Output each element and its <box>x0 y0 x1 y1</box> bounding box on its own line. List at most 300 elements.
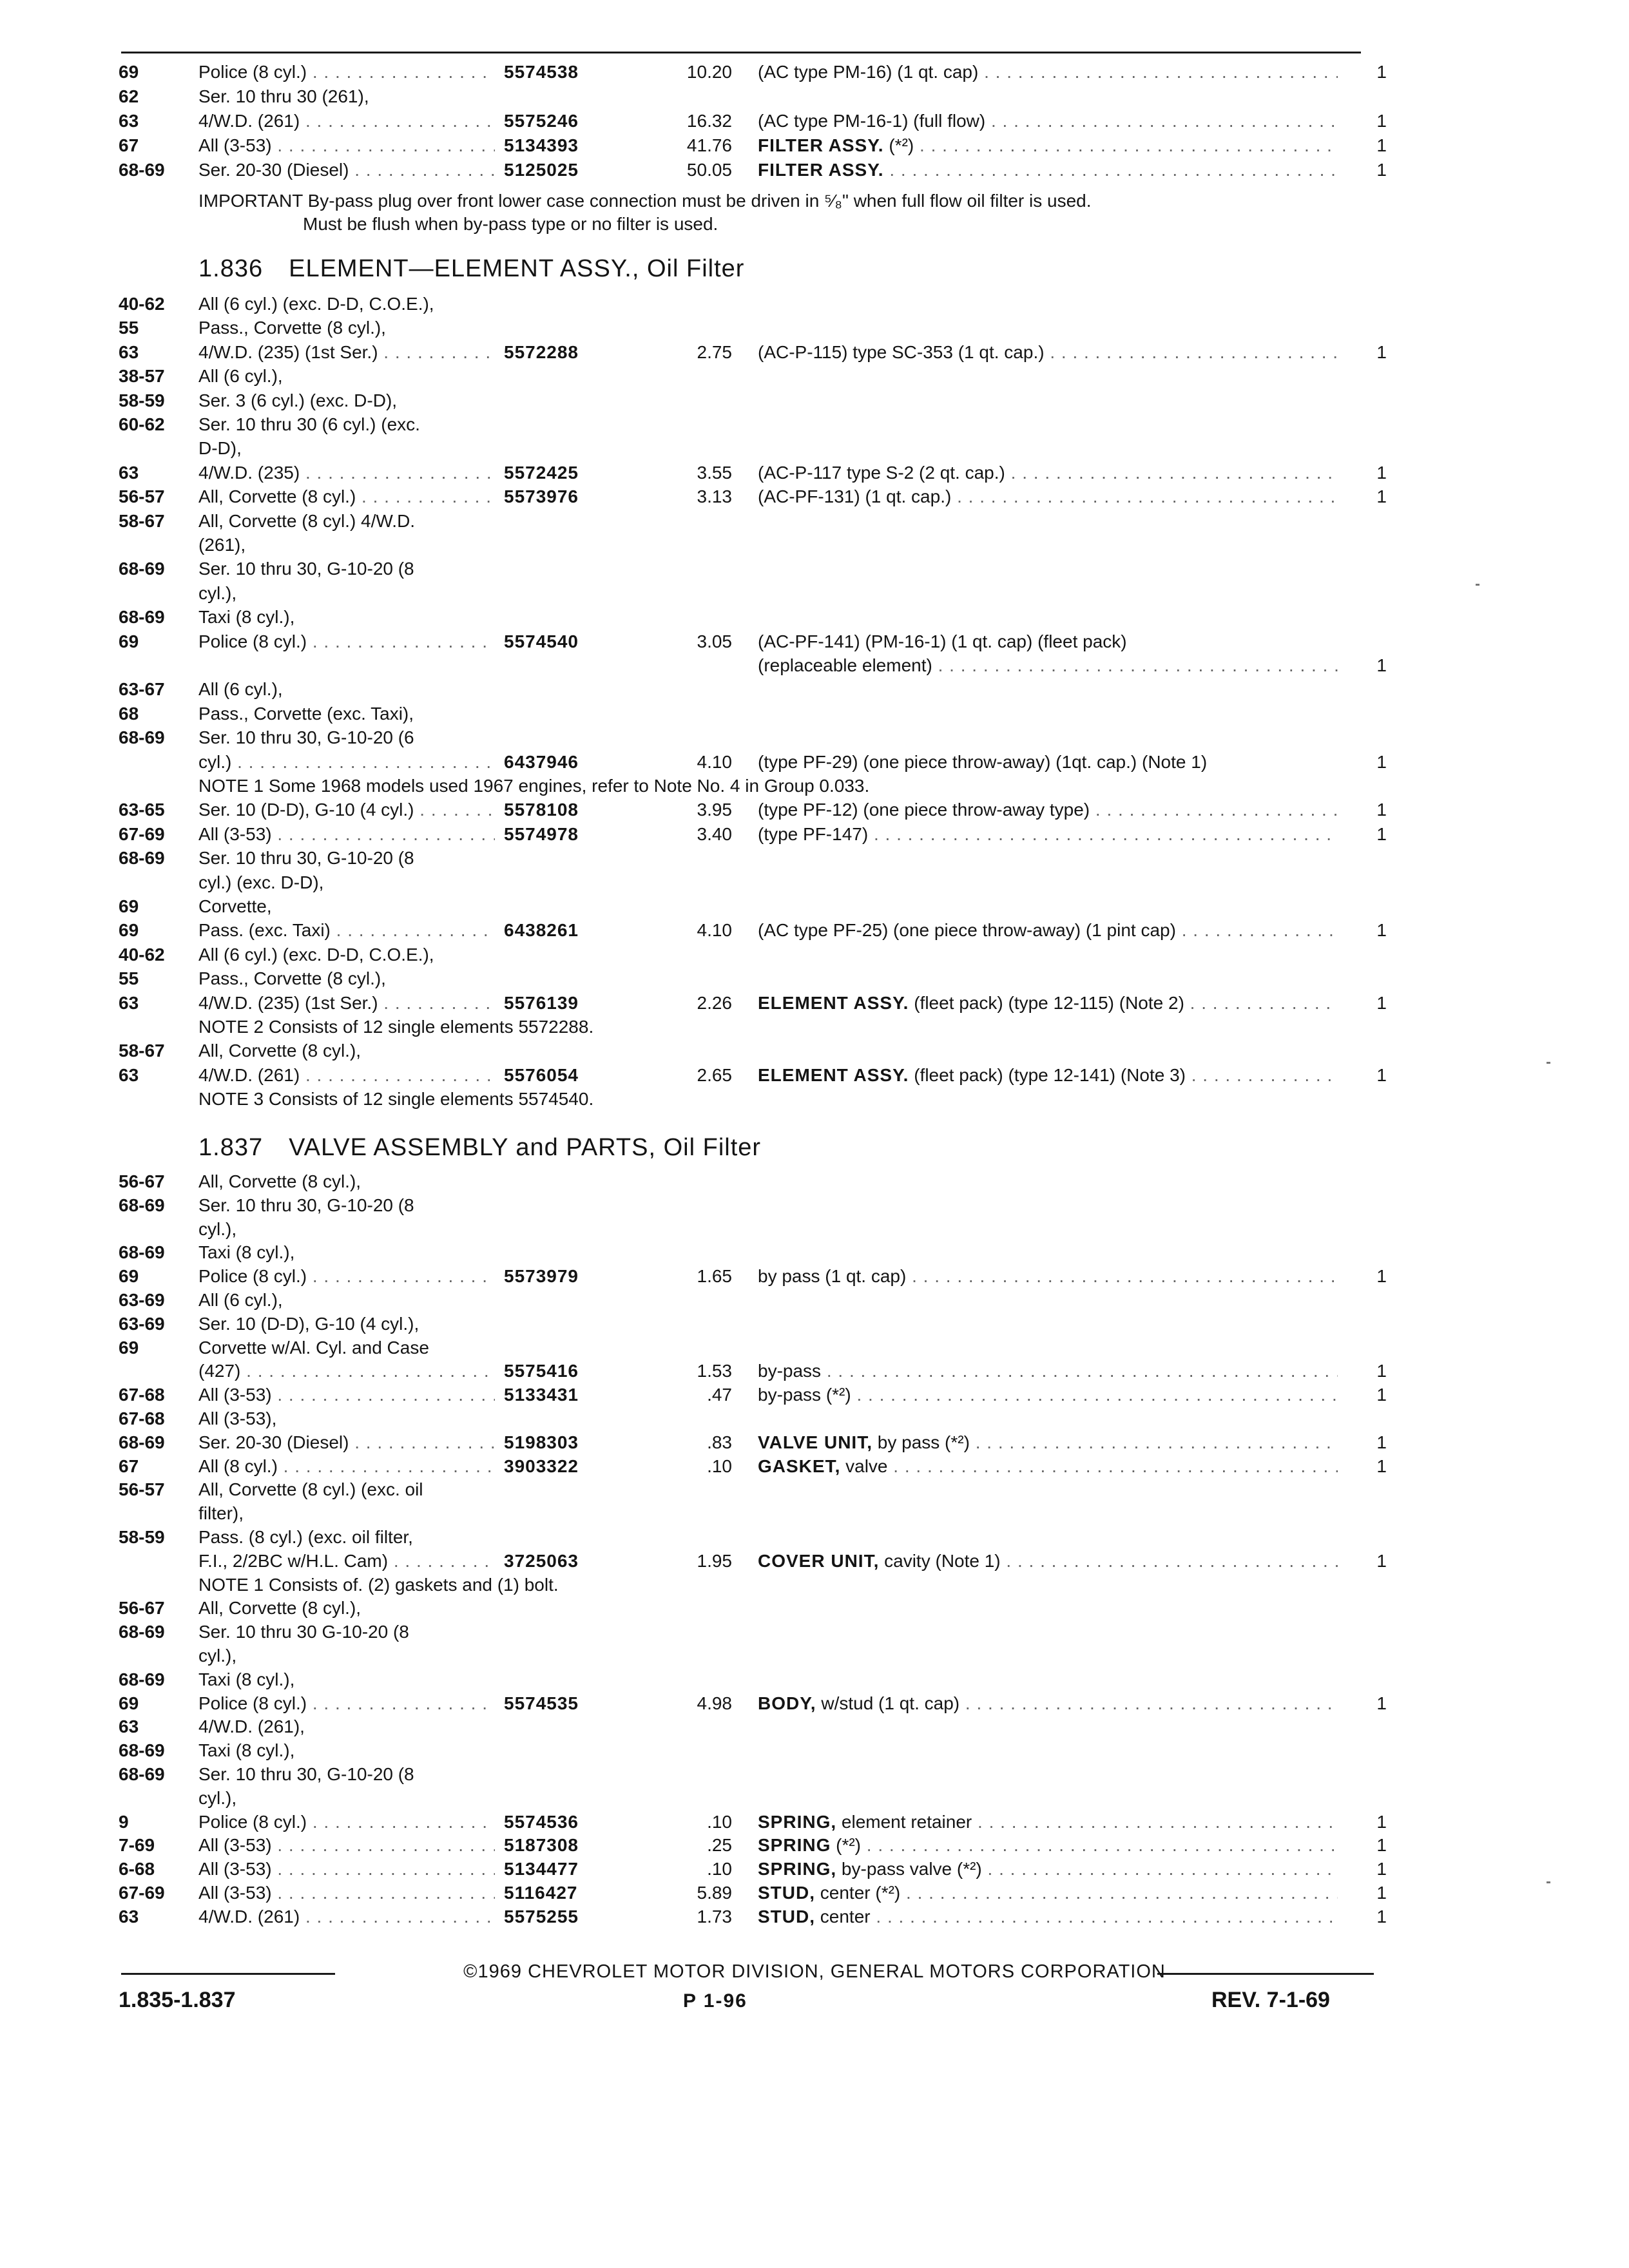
part-name: ELEMENT ASSY. <box>758 1064 909 1085</box>
section-title: ELEMENT—ELEMENT ASSY., Oil Filter <box>289 255 745 282</box>
application: Ser. 3 (6 cyl.) (exc. D-D), <box>198 390 398 410</box>
revision-date: REV. 7-1-69 <box>1211 1988 1330 2012</box>
application: 4/W.D. (235) (1st Ser.) . . . <box>198 340 495 365</box>
quantity: 1 <box>1376 1385 1387 1405</box>
description: (AC-P-117 type S-2 (2 qt. cap.) . . . <box>758 460 1338 486</box>
application: Pass. (8 cyl.) (exc. oil filter, <box>198 1527 413 1547</box>
list-price: 1.73 <box>697 1906 732 1927</box>
model-years: 68-69 <box>119 1432 165 1452</box>
parts-row <box>0 1264 1418 1289</box>
list-price: 10.20 <box>686 62 732 82</box>
parts-row <box>0 797 1418 823</box>
parts-row <box>0 1287 1418 1313</box>
note-text: NOTE 1 Consists of. (2) gaskets and (1) bolt. <box>198 1574 559 1595</box>
application: 4/W.D. (261) . . . <box>198 1904 495 1930</box>
application: Ser. 10 thru 30, G-10-20 (8 <box>198 848 414 869</box>
model-years: 38-57 <box>119 366 165 387</box>
part-name: SPRING, <box>758 1811 837 1832</box>
description: SPRING, by-pass valve (*²) . . . <box>758 1856 1338 1882</box>
model-years: 68-69 <box>119 1622 165 1642</box>
application: Police (8 cyl.) . . . <box>198 1809 495 1835</box>
part-number: 5574540 <box>504 631 579 651</box>
quantity: 1 <box>1376 1432 1387 1452</box>
section-range: 1.835-1.837 <box>119 1988 236 2012</box>
description: ELEMENT ASSY. (fleet pack) (type 12-141) (Note 3) . . . <box>758 1062 1338 1088</box>
application: Police (8 cyl.) . . . <box>198 629 495 655</box>
model-years: 6-68 <box>119 1859 155 1879</box>
parts-row <box>0 1430 1418 1456</box>
parts-row <box>0 604 1418 630</box>
parts-row <box>0 653 1418 678</box>
application: cyl.), <box>198 1218 237 1239</box>
application: cyl.) . . . <box>198 749 495 775</box>
application: Police (8 cyl.) . . . <box>198 59 495 85</box>
parts-row <box>0 1062 1418 1088</box>
parts-row <box>0 1548 1418 1574</box>
parts-row <box>0 1038 1418 1064</box>
part-number: 5575416 <box>504 1361 579 1381</box>
parts-row <box>0 894 1418 919</box>
description: SPRING, element retainer . . . <box>758 1809 1338 1835</box>
parts-row <box>0 388 1418 414</box>
quantity: 1 <box>1376 920 1387 941</box>
section-number: 1.836 <box>198 255 264 282</box>
important-note-text: Must be flush when by-pass type or no filter is used. <box>303 214 718 234</box>
quantity: 1 <box>1376 462 1387 483</box>
application: Police (8 cyl.) . . . <box>198 1691 495 1716</box>
parts-row <box>0 1358 1418 1384</box>
application: All (6 cyl.), <box>198 366 283 387</box>
application: All, Corvette (8 cyl.), <box>198 1598 361 1619</box>
page-number: P 1-96 <box>683 1990 747 2012</box>
model-years: 58-67 <box>119 510 165 531</box>
list-price: 50.05 <box>686 160 732 180</box>
application: All (3-53) . . . <box>198 822 495 847</box>
parts-row <box>0 1880 1418 1906</box>
part-number: 5125025 <box>504 160 579 180</box>
quantity: 1 <box>1376 823 1387 844</box>
quantity: 1 <box>1376 486 1387 507</box>
list-price: 2.65 <box>697 1064 732 1085</box>
list-price: 3.13 <box>697 486 732 507</box>
parts-row <box>0 677 1418 702</box>
description: (AC type PM-16) (1 qt. cap) . . . <box>758 59 1338 85</box>
model-years: 9 <box>119 1811 129 1832</box>
model-years: 69 <box>119 62 139 82</box>
part-number: 5134393 <box>504 135 579 155</box>
quantity: 1 <box>1376 1906 1387 1927</box>
list-price: 1.65 <box>697 1266 732 1287</box>
parts-row <box>0 822 1418 847</box>
application: Ser. 10 thru 30 (6 cyl.) (exc. <box>198 414 420 434</box>
list-price: .25 <box>707 1835 732 1856</box>
parts-row <box>0 1477 1418 1503</box>
model-years: 63-69 <box>119 1290 165 1310</box>
parts-row <box>0 701 1418 727</box>
application: All (6 cyl.), <box>198 1290 283 1310</box>
parts-row <box>0 59 1418 85</box>
parts-row <box>0 108 1418 134</box>
parts-row <box>0 1595 1418 1621</box>
model-years: 63 <box>119 1064 139 1085</box>
model-years: 67-68 <box>119 1385 165 1405</box>
parts-row <box>0 1856 1418 1882</box>
application: All, Corvette (8 cyl.) (exc. oil <box>198 1479 423 1500</box>
description: (replaceable element) . . . <box>758 653 1338 678</box>
application: All (6 cyl.), <box>198 679 283 700</box>
part-number: 5572288 <box>504 341 579 362</box>
model-years: 40-62 <box>119 294 165 314</box>
model-years: 67 <box>119 1456 139 1476</box>
application: All, Corvette (8 cyl.) . . . <box>198 484 495 510</box>
description: GASKET, valve . . . <box>758 1454 1338 1479</box>
parts-row <box>0 749 1418 775</box>
part-name: STUD, <box>758 1883 815 1903</box>
model-years: 69 <box>119 1693 139 1713</box>
application: All (3-53) . . . <box>198 1880 495 1906</box>
note-row <box>0 1014 1418 1040</box>
description: (AC type PF-25) (one piece throw-away) (1 pint cap) . . . <box>758 918 1338 943</box>
description <box>758 157 1338 183</box>
list-price: .10 <box>707 1456 732 1476</box>
parts-row <box>0 1619 1418 1645</box>
parts-row <box>0 1832 1418 1858</box>
description: SPRING (*²) . . . <box>758 1832 1338 1858</box>
description: (type PF-12) (one piece throw-away type) . . . <box>758 797 1338 823</box>
part-number: 5116427 <box>504 1883 578 1903</box>
parts-row <box>0 1454 1418 1479</box>
model-years: 68-69 <box>119 559 165 579</box>
part-number: 5575246 <box>504 111 579 131</box>
parts-row <box>0 1667 1418 1693</box>
parts-row <box>0 966 1418 992</box>
model-years: 67-69 <box>119 823 165 844</box>
model-years: 7-69 <box>119 1835 155 1856</box>
application: (261), <box>198 535 246 555</box>
application: Taxi (8 cyl.), <box>198 1242 295 1263</box>
parts-row <box>0 291 1418 317</box>
application: Ser. 20-30 (Diesel) . . . <box>198 1430 495 1456</box>
parts-row <box>0 581 1418 606</box>
parts-row <box>0 1501 1418 1526</box>
part-name: FILTER ASSY. <box>758 135 884 155</box>
model-years: 68-69 <box>119 1669 165 1689</box>
quantity: 1 <box>1376 1550 1387 1571</box>
application: Ser. 10 thru 30, G-10-20 (8 <box>198 1195 414 1215</box>
quantity: 1 <box>1376 655 1387 675</box>
application: D-D), <box>198 438 242 459</box>
part-name: VALVE UNIT, <box>758 1432 872 1452</box>
application: All (3-53) . . . <box>198 1856 495 1882</box>
application: All (3-53) . . . <box>198 1382 495 1408</box>
part-number: 5573976 <box>504 486 579 507</box>
model-years: 69 <box>119 631 139 651</box>
application: 4/W.D. (261) . . . <box>198 108 495 134</box>
model-years: 63-67 <box>119 679 165 700</box>
application: All (6 cyl.) (exc. D-D, C.O.E.), <box>198 294 434 314</box>
parts-row <box>0 845 1418 871</box>
description: by-pass . . . <box>758 1358 1338 1384</box>
application: cyl.) (exc. D-D), <box>198 872 324 892</box>
parts-row <box>0 1809 1418 1835</box>
model-years: 69 <box>119 1337 139 1358</box>
parts-row <box>0 460 1418 486</box>
part-name: GASKET, <box>758 1456 841 1476</box>
parts-row <box>0 556 1418 582</box>
list-price: 16.32 <box>686 111 732 131</box>
description: STUD, center . . . <box>758 1904 1338 1930</box>
list-price: 2.26 <box>697 992 732 1013</box>
model-years: 69 <box>119 920 139 941</box>
model-years: 58-59 <box>119 1527 165 1547</box>
model-years: 68-69 <box>119 727 165 748</box>
parts-row <box>0 1311 1418 1337</box>
parts-row <box>0 1904 1418 1930</box>
scan-speck <box>1476 584 1480 586</box>
part-name: ELEMENT ASSY. <box>758 992 909 1013</box>
quantity: 1 <box>1376 1456 1387 1476</box>
note-text: NOTE 2 Consists of 12 single elements 5572288. <box>198 1017 594 1037</box>
list-price: 3.55 <box>697 462 732 483</box>
application: Taxi (8 cyl.), <box>198 1740 295 1761</box>
part-number: 3903322 <box>504 1456 579 1476</box>
parts-row <box>0 1240 1418 1265</box>
application: F.I., 2/2BC w/H.L. Cam) . . . <box>198 1548 495 1574</box>
parts-row <box>0 942 1418 968</box>
application: cyl.), <box>198 1646 237 1666</box>
parts-row <box>0 1335 1418 1361</box>
important-note-line-1 <box>0 188 1418 214</box>
quantity: 1 <box>1376 111 1387 131</box>
list-price: 3.05 <box>697 631 732 651</box>
section-heading-1837 <box>198 1131 761 1164</box>
parts-row <box>0 1193 1418 1218</box>
parts-row <box>0 1524 1418 1550</box>
part-number: 5574536 <box>504 1811 579 1832</box>
part-number: 5187308 <box>504 1835 579 1856</box>
list-price: 41.76 <box>686 135 732 155</box>
description: (AC-PF-131) (1 qt. cap.) . . . <box>758 484 1338 510</box>
description: (type PF-147) . . . <box>758 822 1338 847</box>
parts-row <box>0 1762 1418 1787</box>
quantity: 1 <box>1376 341 1387 362</box>
application: 4/W.D. (235) (1st Ser.) . . . <box>198 990 495 1016</box>
description: VALVE UNIT, by pass (*²) . . . <box>758 1430 1338 1456</box>
parts-row <box>0 363 1418 389</box>
model-years: 63 <box>119 462 139 483</box>
quantity: 1 <box>1376 800 1387 820</box>
parts-row <box>0 412 1418 437</box>
part-number: 5573979 <box>504 1266 579 1287</box>
application: Pass., Corvette (exc. Taxi), <box>198 703 414 724</box>
parts-row <box>0 1216 1418 1242</box>
model-years: 63 <box>119 992 139 1013</box>
part-number: 5198303 <box>504 1432 579 1452</box>
quantity: 1 <box>1376 1266 1387 1287</box>
description: (AC-PF-141) (PM-16-1) (1 qt. cap) (fleet pack) <box>758 631 1127 651</box>
application: Ser. 10 (D-D), G-10 (4 cyl.) . . . <box>198 797 495 823</box>
note-text: NOTE 1 Some 1968 models used 1967 engines, refer to Note No. 4 in Group 0.033. <box>198 776 870 796</box>
description: by pass (1 qt. cap) . . . <box>758 1264 1338 1289</box>
part-number: 6438261 <box>504 920 579 941</box>
quantity: 1 <box>1376 1811 1387 1832</box>
list-price: 1.53 <box>697 1361 732 1381</box>
part-name: STUD, <box>758 1906 815 1927</box>
model-years: 68-69 <box>119 1195 165 1215</box>
section-heading-1836 <box>198 253 744 285</box>
model-years: 63 <box>119 1716 139 1737</box>
quantity: 1 <box>1376 751 1387 772</box>
parts-row <box>0 990 1418 1016</box>
application: All (3-53) . . . <box>198 133 495 159</box>
note-row <box>0 1572 1418 1598</box>
application: Ser. 10 thru 30, G-10-20 (6 <box>198 727 414 748</box>
application: cyl.), <box>198 582 237 603</box>
application: Corvette w/Al. Cyl. and Case <box>198 1337 429 1358</box>
application: Taxi (8 cyl.), <box>198 1669 295 1689</box>
note-row <box>0 1086 1418 1112</box>
quantity: 1 <box>1376 1693 1387 1713</box>
part-number: 5572425 <box>504 462 579 483</box>
model-years: 56-67 <box>119 1171 165 1191</box>
quantity: 1 <box>1376 62 1387 82</box>
part-name: SPRING, <box>758 1859 837 1879</box>
parts-row <box>0 1691 1418 1716</box>
application: Corvette, <box>198 896 272 916</box>
application: (427) . . . <box>198 1358 495 1384</box>
model-years: 68-69 <box>119 607 165 628</box>
model-years: 62 <box>119 86 139 106</box>
parts-row <box>0 436 1418 461</box>
important-note-line-2 <box>0 211 1418 237</box>
parts-row <box>0 629 1418 655</box>
model-years: 40-62 <box>119 944 165 965</box>
application: All, Corvette (8 cyl.), <box>198 1171 361 1191</box>
model-years: 68-69 <box>119 1242 165 1263</box>
model-years: 68-69 <box>119 848 165 869</box>
part-number: 5134477 <box>504 1859 579 1879</box>
model-years: 68-69 <box>119 160 165 180</box>
list-price: 5.89 <box>697 1883 732 1903</box>
description: FILTER ASSY. (*²) . . . <box>758 133 1338 159</box>
application: 4/W.D. (261), <box>198 1716 305 1737</box>
part-name: SPRING <box>758 1835 831 1856</box>
parts-row <box>0 1169 1418 1195</box>
quantity: 1 <box>1376 135 1387 155</box>
part-number: 5576139 <box>504 992 579 1013</box>
parts-row <box>0 1643 1418 1669</box>
application: All, Corvette (8 cyl.), <box>198 1041 361 1061</box>
parts-row <box>0 1738 1418 1763</box>
parts-row <box>0 870 1418 896</box>
description: (AC-P-115) type SC-353 (1 qt. cap.) . . . <box>758 340 1338 365</box>
list-price: 4.98 <box>697 1693 732 1713</box>
model-years: 63-69 <box>119 1313 165 1334</box>
model-years: 58-59 <box>119 390 165 410</box>
parts-row <box>0 340 1418 365</box>
quantity: 1 <box>1376 160 1387 180</box>
quantity: 1 <box>1376 1883 1387 1903</box>
quantity: 1 <box>1376 992 1387 1013</box>
list-price: 3.40 <box>697 823 732 844</box>
parts-row <box>0 918 1418 943</box>
part-number: 6437946 <box>504 751 579 772</box>
description: (AC type PM-16-1) (full flow) . . . <box>758 108 1338 134</box>
part-number: 5574538 <box>504 62 579 82</box>
model-years: 60-62 <box>119 414 165 434</box>
model-years: 56-67 <box>119 1598 165 1619</box>
application: Police (8 cyl.) . . . <box>198 1264 495 1289</box>
scan-speck <box>1547 1062 1550 1064</box>
parts-row <box>0 315 1418 341</box>
part-number: 3725063 <box>504 1550 579 1571</box>
application: Pass., Corvette (8 cyl.), <box>198 968 386 989</box>
application: 4/W.D. (235) . . . <box>198 460 495 486</box>
application: Ser. 10 thru 30, G-10-20 (8 <box>198 559 414 579</box>
parts-row <box>0 508 1418 534</box>
model-years: 55 <box>119 968 139 989</box>
description: by-pass (*²) . . . <box>758 1382 1338 1408</box>
parts-row <box>0 1785 1418 1811</box>
quantity: 1 <box>1376 1361 1387 1381</box>
application: Pass., Corvette (8 cyl.), <box>198 318 386 338</box>
description: (type PF-29) (one piece throw-away) (1qt. cap.) (Note 1) <box>758 751 1208 772</box>
top-rule <box>121 52 1361 53</box>
application: 4/W.D. (261) . . . <box>198 1062 495 1088</box>
list-price: 3.95 <box>697 800 732 820</box>
model-years: 68-69 <box>119 1740 165 1761</box>
parts-row <box>0 133 1418 159</box>
application: All (3-53) . . . <box>198 1832 495 1858</box>
list-price: .10 <box>707 1859 732 1879</box>
model-years: 67 <box>119 135 139 155</box>
application: cyl.), <box>198 1787 237 1808</box>
application: Ser. 10 thru 30 (261), <box>198 86 369 106</box>
application: All (3-53), <box>198 1408 277 1428</box>
model-years: 55 <box>119 318 139 338</box>
parts-row <box>0 1406 1418 1432</box>
model-years: 67-69 <box>119 1883 165 1903</box>
parts-row <box>0 1714 1418 1740</box>
parts-row <box>0 725 1418 751</box>
model-years: 67-68 <box>119 1408 165 1428</box>
model-years: 58-67 <box>119 1041 165 1061</box>
section-title: VALVE ASSEMBLY and PARTS, Oil Filter <box>289 1134 762 1161</box>
model-years: 68 <box>119 703 139 724</box>
application: Ser. 10 thru 30 G-10-20 (8 <box>198 1622 409 1642</box>
model-years: 63 <box>119 341 139 362</box>
model-years: 56-57 <box>119 486 165 507</box>
description: ELEMENT ASSY. (fleet pack) (type 12-115) (Note 2) . . . <box>758 990 1338 1016</box>
application: All (6 cyl.) (exc. D-D, C.O.E.), <box>198 944 434 965</box>
part-number: 5575255 <box>504 1906 579 1927</box>
parts-row <box>0 1382 1418 1408</box>
description: STUD, center (*²) . . . <box>758 1880 1338 1906</box>
model-years: 69 <box>119 896 139 916</box>
list-price: .83 <box>707 1432 732 1452</box>
list-price: 4.10 <box>697 751 732 772</box>
quantity: 1 <box>1376 1835 1387 1856</box>
application: Ser. 10 (D-D), G-10 (4 cyl.), <box>198 1313 419 1334</box>
part-name: FILTER ASSY. <box>758 160 884 180</box>
note-row <box>0 773 1418 799</box>
part-number: 5133431 <box>504 1385 579 1405</box>
part-number: 5576054 <box>504 1064 579 1085</box>
quantity: 1 <box>1376 1064 1387 1085</box>
model-years: 56-57 <box>119 1479 165 1500</box>
part-name: BODY, <box>758 1693 816 1713</box>
scan-speck <box>1547 1881 1550 1883</box>
